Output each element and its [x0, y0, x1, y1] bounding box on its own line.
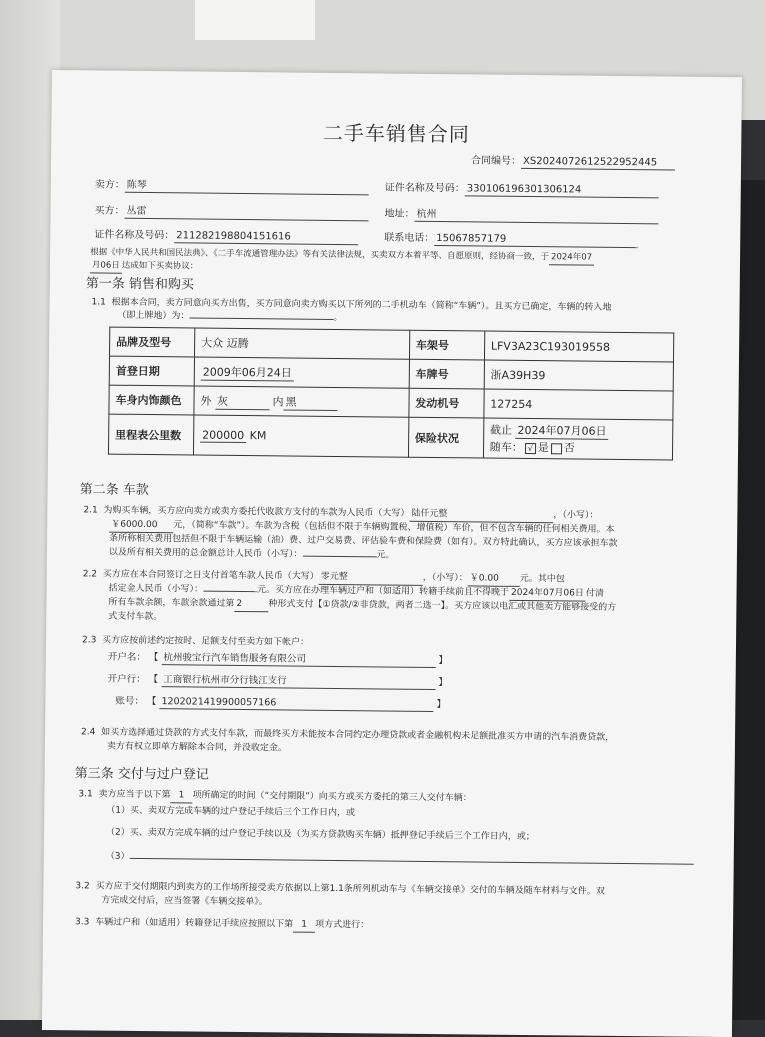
- transfer-option-value: 1: [293, 919, 315, 933]
- background-paper-sheet: [195, 0, 315, 40]
- vehicle-info-table: [108, 327, 674, 461]
- clause-2-1-line-4: [109, 547, 395, 563]
- clause-text: 为购买车辆，买方应向卖方或卖方委托代收款方支付的车款为人民币（大写）: [103, 505, 410, 519]
- bracket-right: 】: [436, 699, 447, 711]
- clause-text: 项所确定的时间（“交付期限”）向买方或买方委托的第三人交付车辆：: [192, 790, 472, 804]
- insurance-label: 保险状况: [408, 417, 483, 458]
- clause-number: 2.2: [82, 569, 98, 580]
- brand-value: 大众 迈腾: [195, 328, 410, 359]
- article-3-title: 第三条 交付与过户登记: [74, 766, 209, 783]
- total-amount-blank: [302, 556, 376, 558]
- bracket-left: 【: [148, 674, 159, 686]
- reg-date-value: 2009年06月24日: [201, 363, 294, 381]
- yes-label: 是: [537, 441, 549, 455]
- buyer-value: 丛雷: [124, 205, 368, 222]
- seller-value: 陈琴: [125, 179, 369, 196]
- clause-2-2-line-4: 式支付车款。: [108, 611, 163, 623]
- bracket-right: 】: [438, 655, 449, 667]
- clause-text: 以及所有相关费用的总金额总计人民币（小写）：: [108, 547, 303, 560]
- clause-text: （3）: [105, 851, 130, 862]
- contract-number-value: XS2024072612522952445: [521, 155, 675, 171]
- plate-value: 浙A39H39: [484, 360, 674, 391]
- clause-text: 车辆过户和（如适用）转籍登记手续应按照以下第: [95, 917, 294, 930]
- buyer-id-row: [94, 228, 358, 245]
- first-payment-number: ￥0.00: [468, 572, 520, 587]
- engine-value: 127254: [484, 389, 674, 420]
- phone-label: 联系电话：: [384, 232, 435, 245]
- address-label: 地址：: [384, 208, 415, 220]
- contract-number-label: 合同编号：: [471, 155, 522, 167]
- reg-date-cell: [194, 357, 409, 388]
- checkbox-empty-icon: [551, 443, 562, 454]
- mileage-unit: KM: [249, 428, 267, 442]
- mileage-label: 里程表公里数: [108, 414, 193, 455]
- buyer-label: 买方：: [94, 205, 125, 217]
- clause-number: 2.4: [81, 727, 96, 738]
- bracket-left: 【: [146, 696, 157, 708]
- account-number-row: [115, 695, 446, 712]
- clause-number: 2.3: [81, 635, 97, 646]
- clause-number: 3.3: [75, 917, 90, 928]
- account-name-label: 开户名：: [107, 651, 146, 664]
- reg-date-label: 首登日期: [109, 356, 194, 386]
- exterior-label: 外: [200, 394, 212, 408]
- account-number-label: 账号：: [115, 695, 144, 707]
- final-payment-date: 2024年07月06日: [509, 587, 586, 602]
- clause-text: 所有车款余额，车款余款通过第: [108, 597, 235, 609]
- clause-text: ，（小写）：: [422, 572, 468, 584]
- interior-color: 黑: [283, 393, 337, 411]
- clause-text: 付清: [585, 588, 604, 599]
- bank-value: 工商银行杭州市分行钱江支行: [161, 673, 435, 690]
- clause-number: 1.1: [91, 297, 106, 308]
- document-title: 二手车销售合同: [322, 120, 470, 147]
- clause-text: 买方应在本合同签订之日支付首笔车款人民币（大写）: [102, 569, 319, 582]
- clause-text: 元，（简称“车款”）。车款为含税（包括但不限于车辆购置税、增值税）车价，但不包含车辆的任何相关费用。本: [173, 520, 615, 535]
- clause-text: ，（小写）：: [553, 510, 599, 521]
- clause-3-1-option-1: （1）买、卖双方完成车辆的过户登记手续后三个工作日内，或: [106, 805, 356, 819]
- option-3-blank: [129, 858, 693, 865]
- bracket-right: 】: [438, 677, 448, 689]
- deposit-blank: [203, 591, 257, 593]
- seller-id-label: 证件名称及号码：: [384, 182, 465, 195]
- seller-id-value: 330106196301306124: [465, 182, 659, 198]
- clause-3-1-option-2: （2）买、卖双方完成车辆的过户登记手续以及（为买方贷款购买车辆）抵押登记手续后三个工作日内，或；: [105, 827, 535, 843]
- interior-label: 内: [272, 394, 284, 408]
- insurance-until-label: 截止: [489, 423, 513, 437]
- clause-text: 项方式进行：: [315, 919, 370, 931]
- clause-2-4-line-2: 卖方有权立即单方解除本合同，并没收定金。: [106, 741, 287, 754]
- seller-label: 卖方：: [94, 179, 125, 191]
- payment-method-value: 2: [234, 598, 268, 612]
- clause-number: 2.1: [83, 505, 98, 516]
- clause-text: 卖方应当于以下第: [98, 789, 171, 801]
- clause-text: 买方应于交付期限内到卖方的工作场所接受卖方依据以上第1.1条所列机动车与《车辆交接单》交付的车辆及随车材料与文件。双: [95, 881, 605, 897]
- price-chinese: 陆仟元整: [409, 508, 553, 524]
- clause-3-2-line-2: 方完成交付后，应当签署《车辆交接单》。: [101, 895, 268, 908]
- clause-text: 种形式支付【①贷款/②非贷款，两者二选一】。买方应该以电汇或其他卖方能够接受的方: [268, 599, 617, 613]
- price-number: ￥6000.00: [109, 519, 173, 534]
- clause-2-3-line-1: [82, 634, 309, 649]
- clause-text: 买方应按前述约定按时、足额支付至卖方如下帐户：: [102, 635, 310, 648]
- bank-row: [108, 673, 448, 691]
- clause-3-1-option-3: [106, 851, 694, 870]
- exterior-color: 灰: [215, 392, 269, 410]
- clause-text: 元。买方应在办理车辆过户和（如适用）转籍手续前且不得晚于: [257, 585, 510, 598]
- plate-label: 车牌号: [409, 359, 484, 389]
- clause-1-1-line-2: （即上牌地）为： 。: [117, 310, 343, 324]
- seller-row: [95, 178, 369, 195]
- mileage-cell: [193, 415, 408, 457]
- preamble-line-2: [90, 259, 198, 274]
- clause-text: 元。: [376, 550, 395, 561]
- checkbox-checked-icon: √: [525, 442, 536, 453]
- contract-page: [42, 70, 742, 1037]
- seller-id-row: [385, 181, 659, 198]
- article-1-title: 第一条 销售和购买: [85, 276, 194, 293]
- vin-label: 车架号: [409, 330, 484, 360]
- insurance-until-row: [490, 422, 666, 441]
- account-number-value: 1202021419900057166: [159, 695, 433, 712]
- clause-number: 3.1: [78, 789, 93, 800]
- delivery-option-value: 1: [170, 789, 192, 803]
- preamble-text-2: 达成如下买卖协议：: [121, 260, 199, 272]
- preamble-date-part-1: 2024年07: [549, 251, 594, 265]
- account-name-row: [108, 651, 448, 669]
- clause-3-3-line-1: [75, 916, 369, 933]
- brand-label: 品牌及型号: [110, 327, 195, 357]
- clause-text: 如买方选择通过贷款的方式支付车款，而最终买方未能按本合同约定办理贷款或者金融机构未足额批准买方申请的汽车消费贷款，: [101, 727, 615, 743]
- insurance-until-value: 2024年07月06日: [515, 422, 608, 440]
- buyer-id-value: 211282198804151616: [174, 229, 358, 245]
- bank-label: 开户行：: [107, 673, 146, 686]
- no-label: 否: [563, 441, 575, 455]
- address-row: [384, 207, 658, 224]
- table-row: [108, 414, 672, 460]
- with-car-row: [490, 439, 666, 457]
- preamble-date-part-2: 月06日: [90, 259, 122, 273]
- clause-text: 根据本合同，卖方同意向买方出售，买方同意向卖方购买以下所列的二手机动车（简称“车辆”）。且买方已确定，车辆的转入地: [111, 297, 612, 313]
- with-car-label: 随车：: [489, 440, 523, 454]
- engine-label: 发动机号: [409, 388, 484, 418]
- phone-value: 15067857179: [434, 232, 638, 248]
- insurance-cell: [483, 418, 673, 460]
- clause-text: （即上牌地）为：: [117, 310, 190, 322]
- contract-number: [471, 154, 675, 170]
- clause-text: 括定金人民币（小写）：: [108, 583, 204, 595]
- phone-row: [384, 231, 638, 248]
- buyer-id-label: 证件名称及号码：: [94, 229, 175, 242]
- buyer-row: [94, 204, 368, 221]
- color-label: 车身内饰颜色: [109, 385, 194, 415]
- clause-text: 元。其中包: [519, 573, 565, 585]
- registration-place-blank: [189, 317, 333, 320]
- preamble-text: 根据《中华人民共和国民法典》、《二手车流通管理办法》等有关法律法规，买卖双方本着平等、自愿原则，经协商一致，于: [90, 247, 550, 263]
- article-2-title: 第二条 车款: [79, 482, 149, 499]
- vin-value: LFV3A23C193019558: [484, 331, 674, 362]
- clause-number: 3.2: [75, 881, 90, 892]
- clause-2-1-line-3: 条所称相关费用包括但不限于车辆运输（油）费、过户交易费、评估验车费和保险费（如有）。双方特此确认，买方应该承担车款: [109, 533, 618, 549]
- bracket-left: 【: [148, 652, 159, 664]
- account-name-value: 杭州骏宝行汽车销售服务有限公司: [161, 651, 435, 668]
- color-cell: [194, 386, 409, 417]
- first-payment-chinese: 零元整: [319, 571, 423, 586]
- mileage-value: 200000: [200, 428, 246, 442]
- address-value: 杭州: [414, 208, 658, 225]
- clause-3-1-line-1: [78, 788, 472, 806]
